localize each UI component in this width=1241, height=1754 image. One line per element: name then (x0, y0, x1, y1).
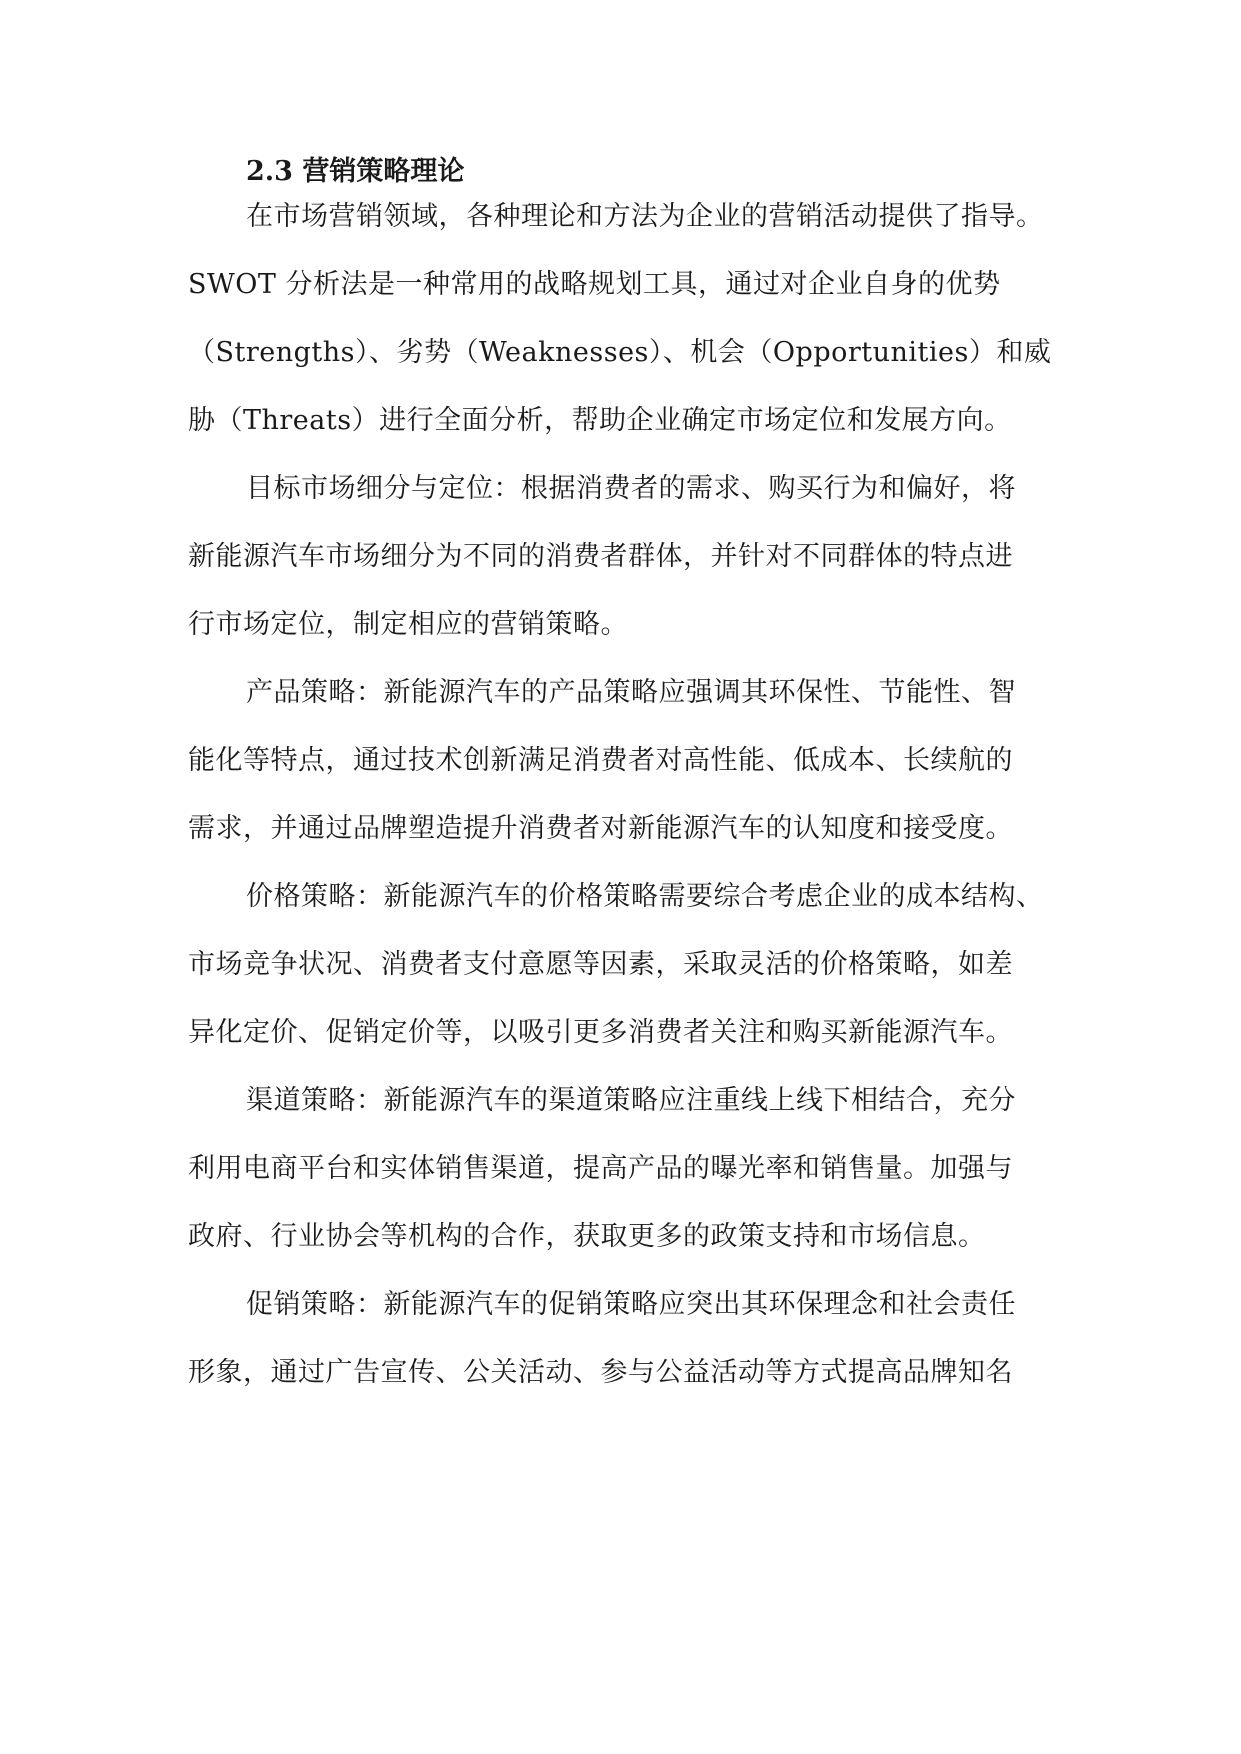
paragraph-intro-line-2: SWOT 分析法是一种常用的战略规划工具，通过对企业自身的优势 (188, 269, 1001, 300)
paragraph-price-line-3: 异化定价、促销定价等，以吸引更多消费者关注和购买新能源汽车。 (188, 1017, 1013, 1048)
paragraph-intro-line-4: 胁（Threats）进行全面分析，帮助企业确定市场定位和发展方向。 (188, 405, 1012, 436)
paragraph-promotion-line-1: 促销策略：新能源汽车的促销策略应突出其环保理念和社会责任 (246, 1289, 1016, 1320)
paragraph-channel-line-1: 渠道策略：新能源汽车的渠道策略应注重线上线下相结合，充分 (246, 1085, 1016, 1116)
paragraph-product-line-3: 需求，并通过品牌塑造提升消费者对新能源汽车的认知度和接受度。 (188, 813, 1013, 844)
paragraph-price-line-2: 市场竞争状况、消费者支付意愿等因素，采取灵活的价格策略，如差 (188, 949, 1013, 980)
paragraph-promotion-line-2: 形象，通过广告宣传、公关活动、参与公益活动等方式提高品牌知名 (188, 1357, 1013, 1388)
paragraph-segmentation-line-2: 新能源汽车市场细分为不同的消费者群体，并针对不同群体的特点进 (188, 541, 1013, 572)
paragraph-channel-line-3: 政府、行业协会等机构的合作，获取更多的政策支持和市场信息。 (188, 1221, 986, 1252)
paragraph-segmentation-line-1: 目标市场细分与定位：根据消费者的需求、购买行为和偏好，将 (246, 473, 1016, 504)
paragraph-intro-line-3: （Strengths）、劣势（Weaknesses）、机会（Opportunities）和威 (188, 337, 1052, 368)
paragraph-intro-line-1: 在市场营销领域，各种理论和方法为企业的营销活动提供了指导。 (246, 201, 1044, 232)
paragraph-segmentation-line-3: 行市场定位，制定相应的营销策略。 (188, 609, 628, 640)
paragraph-price-line-1: 价格策略：新能源汽车的价格策略需要综合考虑企业的成本结构、 (246, 881, 1044, 912)
paragraph-product-line-2: 能化等特点，通过技术创新满足消费者对高性能、低成本、长续航的 (188, 745, 1013, 776)
paragraph-product-line-1: 产品策略：新能源汽车的产品策略应强调其环保性、节能性、智 (246, 677, 1016, 708)
paragraph-channel-line-2: 利用电商平台和实体销售渠道，提高产品的曝光率和销售量。加强与 (188, 1153, 1013, 1184)
section-heading: 2.3 营销策略理论 (246, 156, 465, 187)
